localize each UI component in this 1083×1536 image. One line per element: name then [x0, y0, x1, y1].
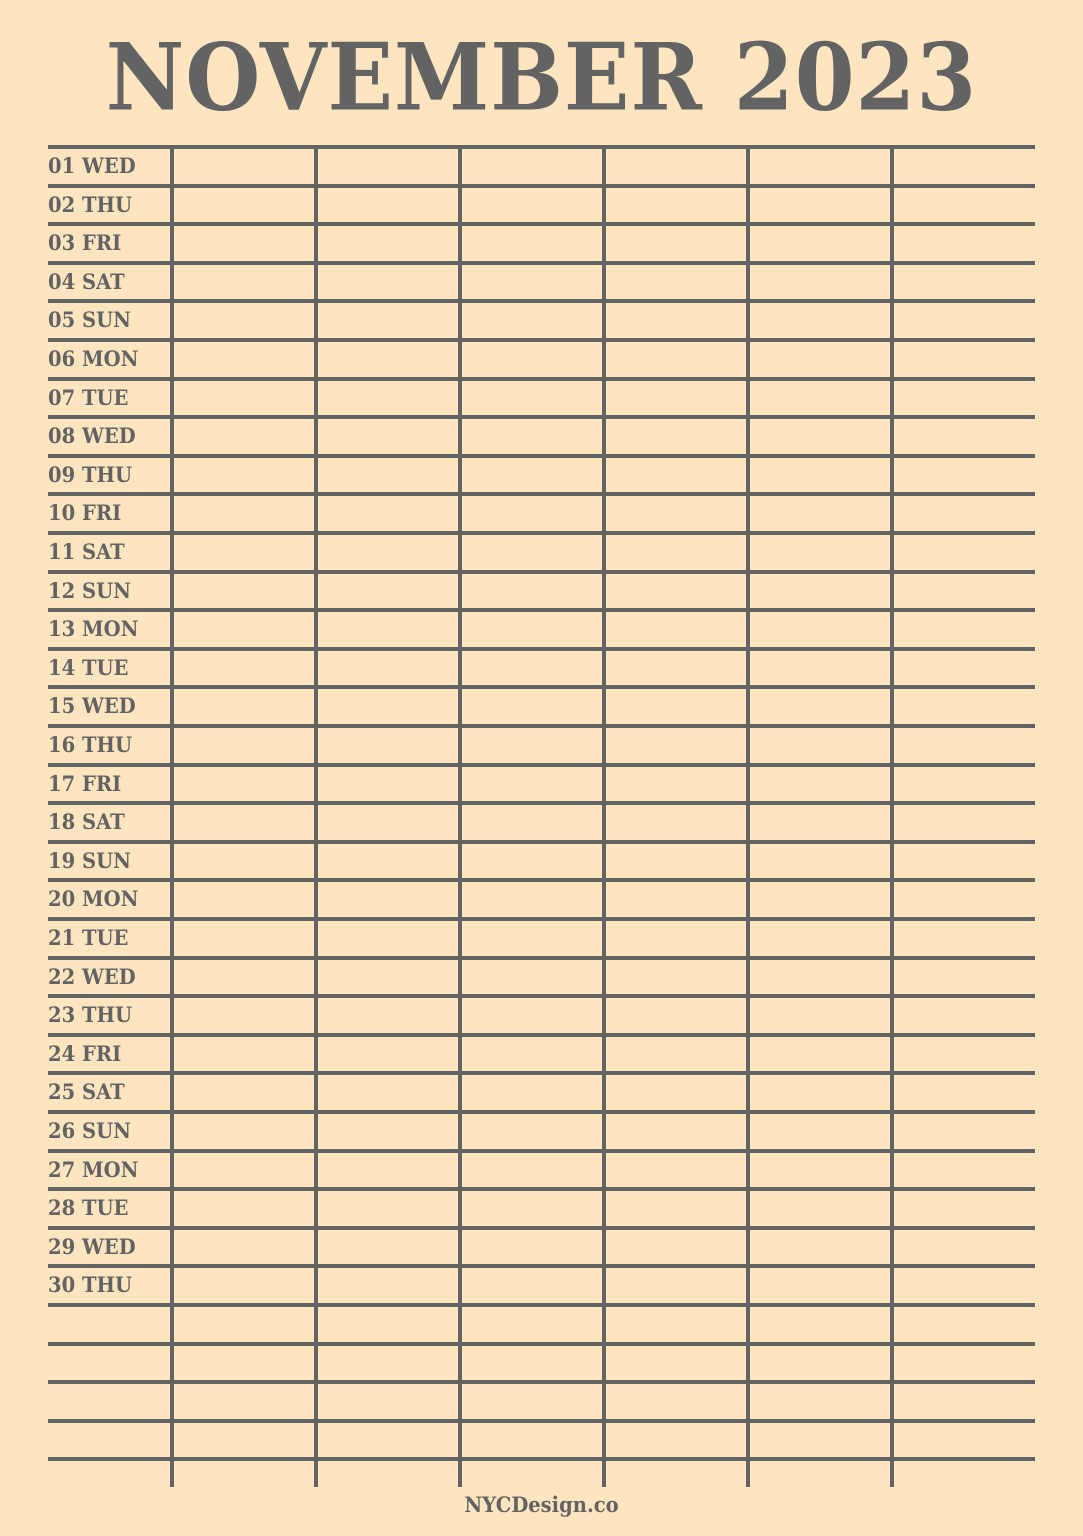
row-line — [48, 956, 1035, 960]
day-label: 29 WED — [48, 1234, 136, 1259]
day-label: 24 FRI — [48, 1041, 122, 1066]
day-label: 27 MON — [48, 1157, 139, 1182]
day-label: 01 WED — [48, 153, 136, 178]
row-line — [48, 531, 1035, 535]
row-line — [48, 1187, 1035, 1191]
day-label: 25 SAT — [48, 1079, 125, 1104]
day-label: 30 THU — [48, 1272, 133, 1297]
day-label: 21 TUE — [48, 925, 129, 950]
row-line — [48, 1303, 1035, 1307]
row-line — [48, 299, 1035, 303]
row-line — [48, 608, 1035, 612]
row-line — [48, 1342, 1035, 1346]
day-label: 05 SUN — [48, 307, 131, 332]
row-line — [48, 415, 1035, 419]
column-line — [314, 145, 318, 1487]
row-line — [48, 994, 1035, 998]
day-label: 07 TUE — [48, 385, 129, 410]
row-line — [48, 184, 1035, 188]
page-title: NOVEMBER 2023 — [105, 23, 978, 133]
day-label: 04 SAT — [48, 269, 125, 294]
row-line — [48, 1264, 1035, 1268]
day-label: 15 WED — [48, 693, 136, 718]
column-line — [170, 145, 174, 1487]
day-label: 12 SUN — [48, 578, 131, 603]
column-line — [746, 145, 750, 1487]
row-line — [48, 1226, 1035, 1230]
day-label: 22 WED — [48, 964, 136, 989]
day-label: 16 THU — [48, 732, 133, 757]
row-line — [48, 338, 1035, 342]
row-line — [48, 917, 1035, 921]
day-label: 26 SUN — [48, 1118, 131, 1143]
row-line — [48, 1380, 1035, 1384]
day-label: 28 TUE — [48, 1195, 129, 1220]
row-line — [48, 685, 1035, 689]
day-label: 11 SAT — [48, 539, 125, 564]
row-line — [48, 724, 1035, 728]
row-line — [48, 145, 1035, 149]
day-label: 19 SUN — [48, 848, 131, 873]
row-line — [48, 1419, 1035, 1423]
day-label: 02 THU — [48, 192, 133, 217]
row-line — [48, 840, 1035, 844]
row-line — [48, 492, 1035, 496]
footer-credit: NYCDesign.co — [464, 1492, 619, 1517]
day-label: 03 FRI — [48, 230, 122, 255]
row-line — [48, 1149, 1035, 1153]
row-line — [48, 454, 1035, 458]
day-label: 06 MON — [48, 346, 139, 371]
day-label: 18 SAT — [48, 809, 125, 834]
row-line — [48, 1071, 1035, 1075]
day-label: 20 MON — [48, 886, 139, 911]
day-label: 23 THU — [48, 1002, 133, 1027]
row-line — [48, 878, 1035, 882]
row-line — [48, 763, 1035, 767]
day-label: 09 THU — [48, 462, 133, 487]
row-line — [48, 647, 1035, 651]
day-label: 10 FRI — [48, 500, 122, 525]
day-label: 14 TUE — [48, 655, 129, 680]
row-line — [48, 1033, 1035, 1037]
day-label: 17 FRI — [48, 771, 122, 796]
day-label: 13 MON — [48, 616, 139, 641]
column-line — [602, 145, 606, 1487]
column-line — [458, 145, 462, 1487]
row-line — [48, 801, 1035, 805]
column-line — [890, 145, 894, 1487]
row-line — [48, 1457, 1035, 1461]
row-line — [48, 222, 1035, 226]
row-line — [48, 570, 1035, 574]
row-line — [48, 261, 1035, 265]
row-line — [48, 377, 1035, 381]
day-label: 08 WED — [48, 423, 136, 448]
row-line — [48, 1110, 1035, 1114]
